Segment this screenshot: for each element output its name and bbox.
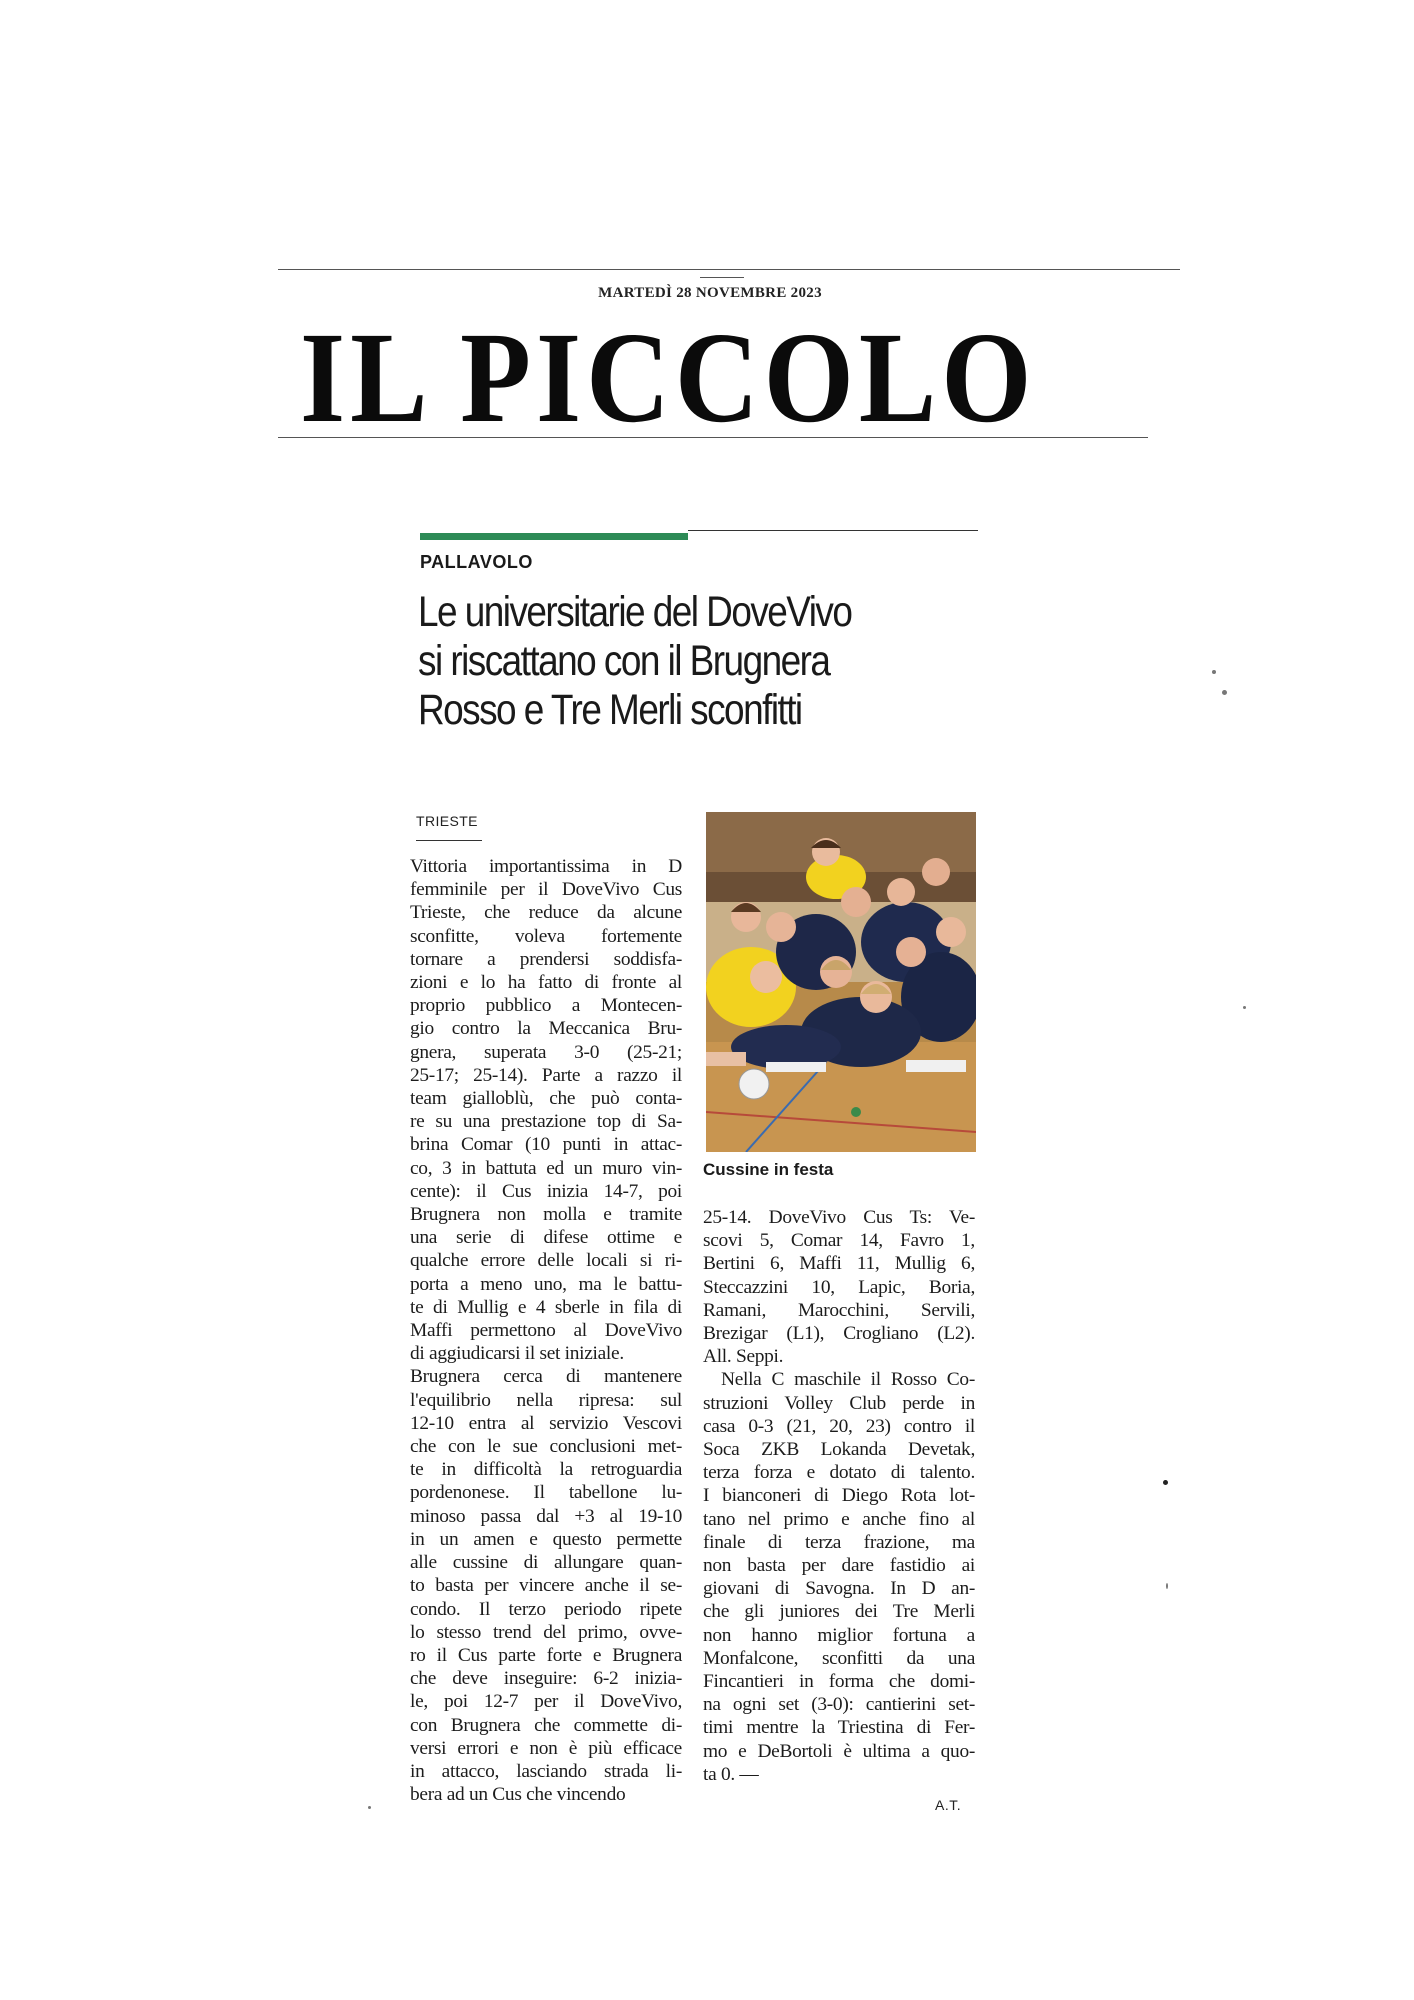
newspaper-title: IL PICCOLO (300, 306, 1037, 451)
article-text-line: che con le sue conclusioni met- (410, 1436, 682, 1458)
article-text-line: Fincantieri in forma che domi- (703, 1671, 975, 1693)
article-text-line: 25-17; 25-14). Parte a razzo il (410, 1064, 682, 1086)
team-photo-illustration (706, 812, 976, 1152)
article-text-line: Vittoria importantissima in D (410, 856, 682, 877)
section-kicker: PALLAVOLO (420, 552, 533, 572)
article-text-line: bera ad un Cus che vincendo (410, 1784, 626, 1806)
article-text-line: tano nel primo e anche fino al (703, 1508, 975, 1530)
article-text-line: le, poi 12-7 per il DoveVivo, (410, 1691, 682, 1713)
article-text-line: sconfitte, voleva fortemente (410, 925, 682, 947)
masthead-top-rule (278, 269, 1180, 270)
article-headline (418, 588, 934, 735)
article-text-line: non hanno miglior fortuna a (703, 1624, 975, 1646)
article-text-line: Steccazzini 10, Lapic, Boria, (703, 1276, 975, 1298)
article-text-line: alle cussine di allungare quan- (410, 1552, 682, 1574)
article-text-line: Brugnera cerca di mantenere (410, 1366, 682, 1388)
article-text-line: che deve inseguire: 6-2 inizia- (410, 1668, 682, 1690)
article-text-line: femminile per il DoveVivo Cus (410, 879, 682, 901)
article-text-line: Monfalcone, sconfitti da una (703, 1647, 975, 1669)
article-text-line: te in difficoltà la retroguardia (410, 1459, 682, 1481)
article-text-line: tornare a prendersi soddisfa- (410, 948, 682, 970)
scan-speck (1243, 1006, 1246, 1009)
section-rule (688, 530, 978, 531)
article-text-line: minoso passa dal +3 al 19-10 (410, 1505, 682, 1527)
article-text-line: lo stesso trend del primo, ovve- (410, 1621, 682, 1643)
article-text-line: in attacco, lasciando strada li- (410, 1760, 682, 1782)
scan-speck (1212, 670, 1216, 674)
article-text-line: mo e DeBortoli è ultima a quo- (703, 1740, 975, 1762)
article-text-line: qualche errore delle locali si ri- (410, 1250, 682, 1272)
article-text-line: I bianconeri di Diego Rota lot- (703, 1485, 975, 1507)
article-text-line: te di Mullig e 4 sberle in fila di (410, 1296, 682, 1318)
article-text-line: giovani di Savogna. In D an- (703, 1578, 975, 1600)
article-text-line: non basta per dare fastidio ai (703, 1555, 975, 1577)
photo-caption: Cussine in festa (703, 1160, 834, 1179)
article-text-line: na ogni set (3-0): cantierini set- (703, 1694, 975, 1716)
article-text-line: di aggiudicarsi il set iniziale. (410, 1343, 624, 1365)
article-text-line: cente): il Cus inizia 14-7, poi (410, 1180, 682, 1202)
article-text-line: Nella C maschile il Rosso Co- (721, 1369, 975, 1391)
scan-speck (1163, 1480, 1168, 1485)
headline-line: Le universitarie del DoveVivo (418, 588, 852, 636)
headline-line: si riscattano con il Brugnera (418, 637, 830, 685)
article-column-2 (703, 1206, 975, 1786)
article-text-line: brina Comar (10 punti in attac- (410, 1134, 682, 1156)
article-text-line: proprio pubblico a Montecen- (410, 995, 682, 1017)
article-text-line: to basta per vincere anche il se- (410, 1575, 682, 1597)
article-text-line: 25-14. DoveVivo Cus Ts: Ve- (703, 1207, 975, 1228)
team-photo (706, 812, 976, 1152)
article-text-line: Maffi permettono al DoveVivo (410, 1320, 682, 1342)
article-text-line: timi mentre la Triestina di Fer- (703, 1717, 975, 1739)
article-text-line: condo. Il terzo periodo ripete (410, 1598, 682, 1620)
article-text-line: struzioni Volley Club perde in (703, 1392, 975, 1414)
dateline-rule (416, 840, 482, 841)
article-text-line: con Brugnera che commette di- (410, 1714, 682, 1736)
article-text-line: scovi 5, Comar 14, Favro 1, (703, 1230, 975, 1252)
article-text-line: 12-10 entra al servizio Vescovi (410, 1412, 682, 1434)
article-text-line: casa 0-3 (21, 20, 23) contro il (703, 1415, 975, 1437)
article-text-line: pordenonese. Il tabellone lu- (410, 1482, 682, 1504)
article-text-line: Trieste, che reduce da alcune (410, 902, 682, 924)
article-text-line: co, 3 in battuta ed un muro vin- (410, 1157, 682, 1179)
article-text-line: una serie di difese ottime e (410, 1227, 682, 1249)
article-text-line: team gialloblù, che può conta- (410, 1088, 682, 1110)
article-text-line: ta 0. — (703, 1763, 759, 1785)
article-text-line: All. Seppi. (703, 1346, 784, 1368)
article-text-line: Bertini 6, Maffi 11, Mullig 6, (703, 1253, 975, 1275)
article-text-line: re su una prestazione top di Sa- (410, 1111, 682, 1133)
article-text-line: che gli juniores dei Tre Merli (703, 1601, 975, 1623)
article-text-line: Brezigar (L1), Crogliano (L2). (703, 1323, 975, 1345)
masthead-date: MARTEDÌ 28 NOVEMBRE 2023 (598, 285, 822, 301)
article-text-line: Soca ZKB Lokanda Devetak, (703, 1439, 975, 1461)
article-text-line: gnera, superata 3-0 (25-21; (410, 1041, 682, 1063)
dateline: TRIESTE (416, 813, 478, 829)
article-text-line: l'equilibrio nella ripresa: sul (410, 1389, 682, 1411)
article-column-1 (410, 855, 682, 1806)
article-text-line: porta a meno uno, ma le battu- (410, 1273, 682, 1295)
scan-speck (1222, 690, 1227, 695)
article-text-line: versi errori e non è più efficace (410, 1737, 682, 1759)
section-accent-bar (420, 533, 688, 540)
article-text-line: in un amen e questo permette (410, 1528, 682, 1550)
masthead-bottom-rule (278, 437, 1148, 438)
article-text-line: terza forza e dotato di talento. (703, 1462, 975, 1484)
scan-speck (1166, 1583, 1168, 1589)
article-text-line: Brugnera non molla e tramite (410, 1204, 682, 1226)
masthead-date-tick (700, 277, 744, 278)
article-text-line: zioni e lo ha fatto di fronte al (410, 972, 682, 994)
article-text-line: finale di terza frazione, ma (703, 1531, 975, 1553)
scan-speck (368, 1806, 371, 1809)
headline-line: Rosso e Tre Merli sconfitti (418, 686, 802, 734)
author-signature: A.T. (935, 1797, 962, 1813)
article-text-line: Ramani, Marocchini, Servili, (703, 1299, 975, 1321)
article-text-line: ro il Cus parte forte e Brugnera (410, 1644, 682, 1666)
article-text-line: gio contro la Meccanica Bru- (410, 1018, 682, 1040)
